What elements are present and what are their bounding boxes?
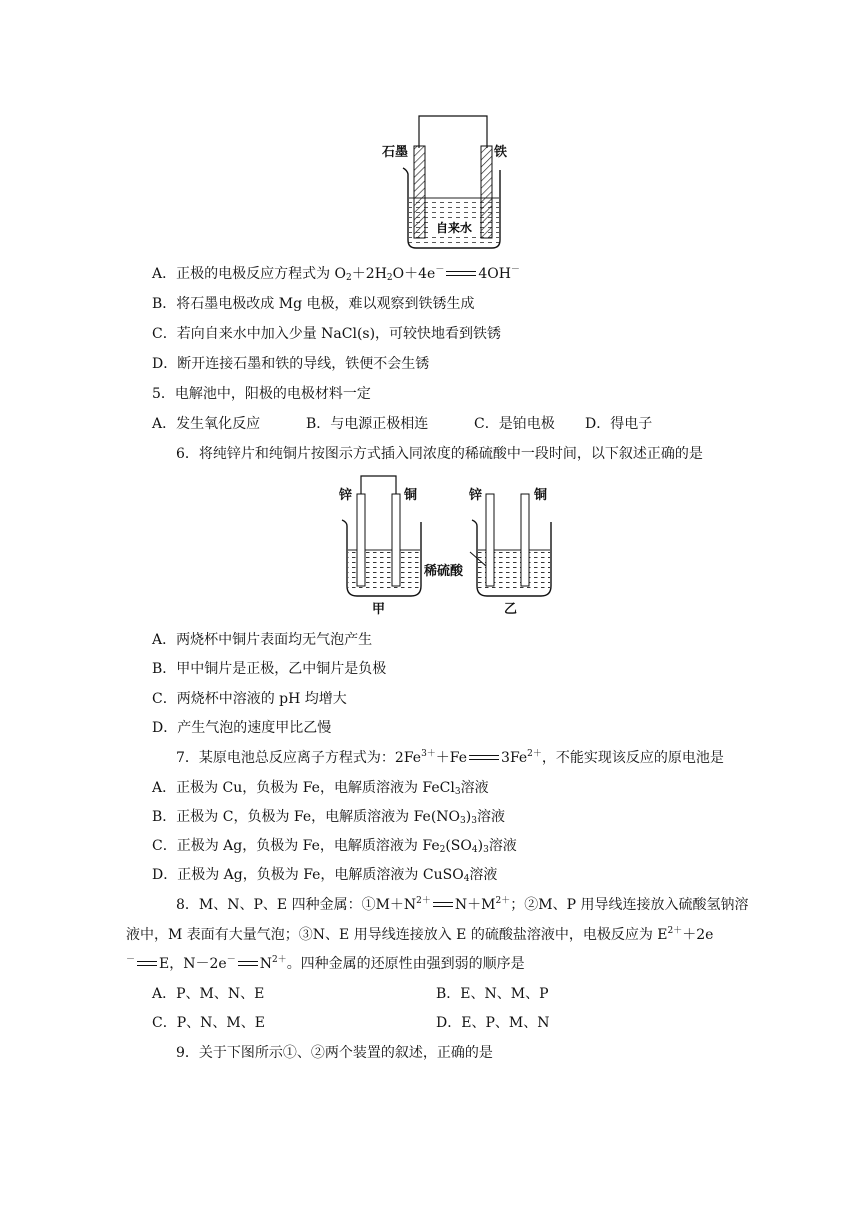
equals-sign-icon (431, 900, 455, 910)
q9-stem: 9．关于下图所示①、②两个装置的叙述，正确的是 (176, 1045, 493, 1061)
fig1-solution-label: 自来水 (435, 221, 473, 235)
q7-option-a: A．正极为 Cu，负极为 Fe，电解质溶液为 FeCl$_3$溶液 (152, 780, 489, 797)
q6-option-c: C．两烧杯中溶液的 pH 均增大 (152, 691, 347, 707)
q6-option-a: A．两烧杯中铜片表面均无气泡产生 (152, 632, 373, 648)
fig2-jia-copper-label: 铜 (404, 488, 418, 503)
fig2-yi-zinc-label: 锌 (469, 488, 483, 503)
fig2-acid-label: 稀硫酸 (424, 562, 463, 582)
q5-stem: 5．电解池中，阳极的电极材料一定 (152, 386, 371, 402)
q8-option-a: A．P、M、N、E (152, 986, 265, 1002)
q8-stem-line2: 液中，M 表面有大量气泡；③N、E 用导线连接放入 E 的硫酸盐溶液中，电极反应为 $E^{2+}+2e$ (126, 926, 714, 943)
fig1-iron-label: 铁 (494, 145, 508, 160)
q7-option-d: D．正极为 Ag，负极为 Fe，电解质溶液为 CuSO$_4$溶液 (152, 867, 498, 884)
q4-option-d: D．断开连接石墨和铁的导线，铁便不会生锈 (152, 356, 430, 372)
q6-option-d: D．产生气泡的速度甲比乙慢 (152, 720, 332, 736)
q6-option-b: B．甲中铜片是正极，乙中铜片是负极 (152, 661, 387, 677)
q7-option-c: C．正极为 Ag，负极为 Fe，电解质溶液为 $Fe_2(SO_4)_3$溶液 (152, 838, 517, 855)
equals-sign-icon (236, 959, 260, 969)
q8-stem-line1: 8．M、N、P、E 四种金属：$①M+N^{2+}$ $N+M^{2+}$；②M、P 用导线连接放入硫酸氢钠溶 (176, 896, 749, 913)
q8-option-b: B．E、N、M、P (436, 986, 549, 1002)
fig2-yi-copper-label: 铜 (534, 488, 548, 503)
figure-graphite-iron-cell (375, 110, 525, 256)
equals-sign-icon (467, 753, 501, 763)
q5-option-c: C．是铂电极 (474, 416, 555, 432)
q8-stem-line3: － E，N－2e－ $N^{2+}$。四种金属的还原性由强到弱的顺序是 (126, 955, 525, 972)
q7-option-b: B．正极为 C，负极为 Fe，电解质溶液为 $Fe(NO_3)_3$溶液 (152, 809, 505, 826)
q5-option-d: D．得电子 (585, 416, 653, 432)
q5-option-a: A．发生氧化反应 (152, 416, 261, 432)
q4-option-a: A．正极的电极反应方程式为 $O_2+2H_2O+4e^-$ 4OH－ (152, 265, 520, 283)
q4-option-b: B．将石墨电极改成 Mg 电极，难以观察到铁锈生成 (152, 296, 475, 312)
fig2-jia-label: 甲 (372, 602, 386, 617)
fig2-yi-label: 乙 (504, 602, 518, 617)
q8-option-c: C．P、N、M、E (152, 1015, 265, 1031)
q6-stem: 6．将纯锌片和纯铜片按图示方式插入同浓度的稀硫酸中一段时间，以下叙述正确的是 (176, 446, 703, 462)
fig2-jia-zinc-label: 锌 (339, 488, 353, 503)
q5-option-b: B．与电源正极相连 (306, 416, 429, 432)
q4-option-c: C．若向自来水中加入少量 NaCl(s)，可较快地看到铁锈 (152, 326, 502, 342)
q8-option-d: D．E、P、M、N (436, 1015, 550, 1031)
q7-stem: 7．某原电池总反应离子方程式为：$2Fe^{3+}+Fe$ $3Fe^{2+}$，不能实现该反应的原电池是 (176, 749, 724, 766)
equals-sign-icon (444, 269, 478, 279)
fig1-graphite-label: 石墨 (382, 145, 409, 160)
equals-sign-icon (135, 959, 159, 969)
